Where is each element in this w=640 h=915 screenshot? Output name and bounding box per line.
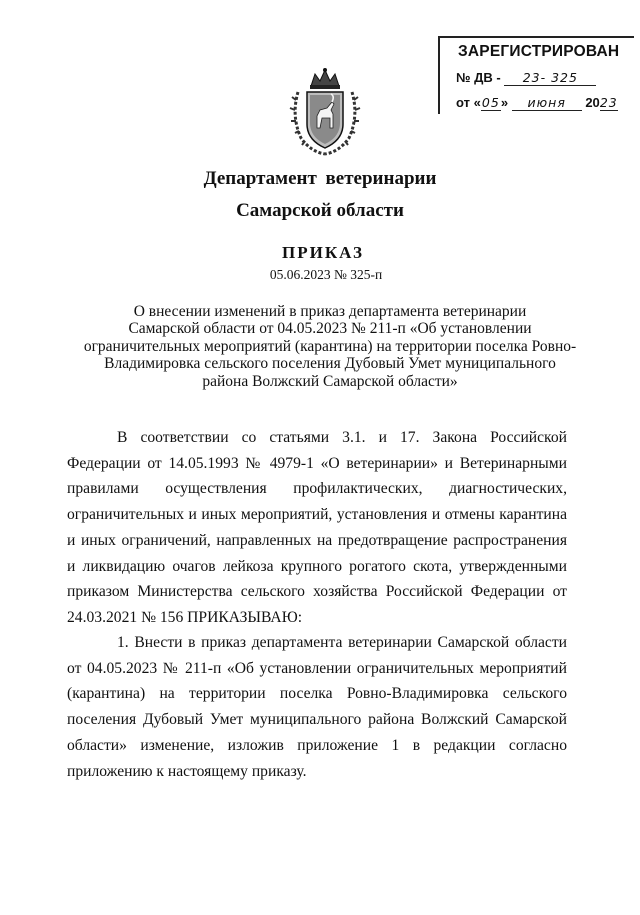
order-date-number: 05.06.2023 № 325-п: [269, 267, 383, 282]
stamp-number-label: № ДВ -: [456, 70, 501, 85]
body-paragraph-preamble: В соответствии со статьями 3.1. и 17. Закона Российской Федерации от 14.05.1993 № 4979-1 «О ветеринарии» и Ветеринарными правилами осуществления профилактических, диагностических, ограничительных и иных мероприятий, установления и отмены карантина и иных ограничений, направленных на предотвращение распространения и ликвидацию очагов лейкоза крупного рогатого скота, утвержденными приказом Министерства сельского хозяйства Российской Федерации от 24.03.2021 № 156 ПРИКАЗЫВАЮ:: [67, 429, 567, 626]
stamp-number-line: [456, 70, 596, 86]
stamp-day-value: 05: [481, 95, 500, 110]
body-paragraph-item-1: 1. Внести в приказ департамента ветеринарии Самарской области от 04.05.2023 № 211-п «Об установлении ограничительных мероприятий (карантина) на территории поселка Ровно-Владимировка сельского поселения Дубовый Умет муниципального района Волжский Самарской области» изменение, изложив приложение 1 в редакции согласно приложению к настоящему приказу.: [67, 634, 567, 780]
subject-line: Владимировка сельского поселения Дубовый Умет муниципального: [104, 355, 556, 373]
stamp-month-value: июня: [512, 95, 582, 111]
subject-line: ограничительных мероприятий (карантина) на территории поселка Ровно-: [83, 337, 577, 355]
order-subject: [40, 303, 620, 390]
stamp-year-prefix: 20: [585, 95, 600, 110]
department-name-line2: Самарской области: [236, 200, 404, 221]
registration-stamp: [438, 36, 634, 114]
stamp-date-prefix: от «: [456, 95, 481, 110]
stamp-date-line: [456, 95, 618, 111]
department-name-line1: Департамент ветеринарии: [203, 168, 437, 189]
subject-line: Самарской области от 04.05.2023 № 211-п «Об установлении: [128, 320, 532, 338]
stamp-title: ЗАРЕГИСТРИРОВАН: [458, 43, 620, 60]
order-title: ПРИКАЗ: [282, 243, 364, 262]
subject-line: О внесении изменений в приказ департамента ветеринарии: [133, 303, 527, 320]
subject-line: района Волжский Самарской области»: [202, 372, 458, 390]
stamp-number-value: 23- 325: [504, 70, 596, 86]
stamp-year-value: 23: [599, 95, 618, 110]
coat-of-arms-icon: [289, 66, 361, 158]
stamp-date-mid: »: [500, 95, 509, 110]
